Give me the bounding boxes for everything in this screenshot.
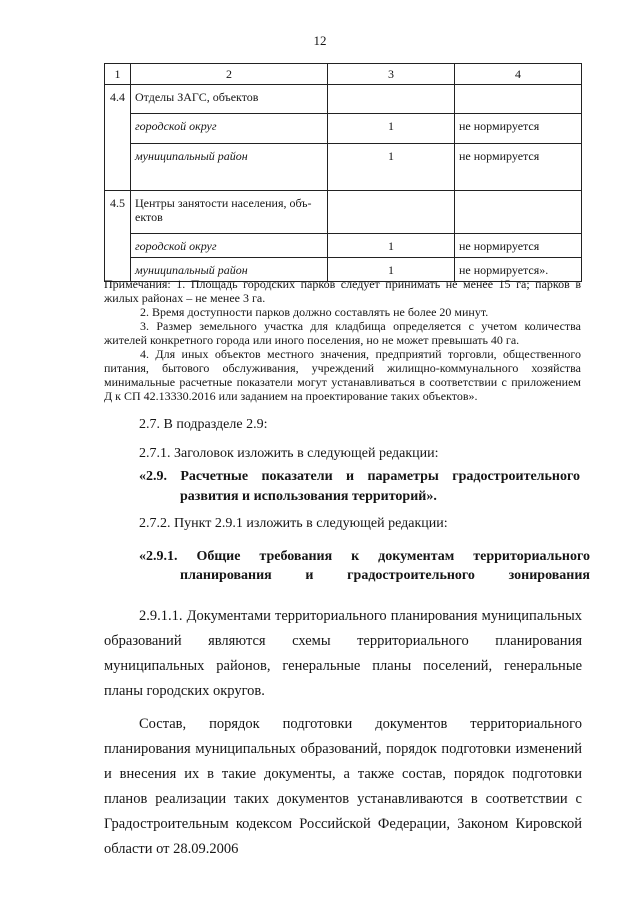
objects-table	[104, 63, 582, 282]
row-number: 4.4	[105, 85, 131, 191]
row-number: 4.5	[105, 191, 131, 282]
heading-2-9-1-line1: «2.9.1. Общие требования к документам территориального	[139, 549, 590, 564]
row-name: Отделы ЗАГС, объектов	[131, 85, 328, 114]
table-header-cell: 1	[105, 64, 131, 85]
note-item: Примечания: 1. Площадь городских парков следует принимать не менее 15 га; парков в жилых районах – не менее 3 га.	[104, 277, 581, 305]
row-name: муниципальный район	[131, 258, 328, 282]
row-note	[455, 85, 582, 114]
paragraph-2-9-1-1: 2.9.1.1. Документами территориального планирования муниципальных образований являются схемы территориального планирования муниципальных районов, генеральные планы поселений, генеральные планы городских округов.	[104, 608, 582, 699]
clause-2-7-2: 2.7.2. Пункт 2.9.1 изложить в следующей редакции:	[139, 516, 448, 531]
row-value: 1	[328, 234, 455, 258]
table-row	[105, 114, 582, 144]
table-header-cell: 3	[328, 64, 455, 85]
note-item: 4. Для иных объектов местного значения, предприятий торговли, общественного питания, бытового обслуживания, учреждений жилищно-коммунального хозяйства минимальные расчетные показатели могут устанавливаться в соответствии с приложением Д к СП 42.13330.2016 или заданием на проектирование таких объектов».	[104, 347, 581, 403]
clause-2-7: 2.7. В подразделе 2.9:	[139, 417, 268, 432]
table-row	[105, 234, 582, 258]
paragraph-composition: Состав, порядок подготовки документов территориального планирования муниципальных образований, порядок подготовки изменений и внесения их в такие документы, а также состав, порядок подготовки планов реализации таких документов устанавливаются в соответствии с Градостроительным кодексом Российской Федерации, Законом Кировской области от 28.09.2006	[104, 716, 582, 857]
note-item: 3. Размер земельного участка для кладбища определяется с учетом количества жителей конкретного города или иного поселения, но не может превышать 40 га.	[104, 319, 581, 347]
row-value	[328, 191, 455, 234]
table-notes	[104, 277, 581, 403]
row-note: не нормируется».	[455, 258, 582, 282]
row-note: не нормируется	[455, 234, 582, 258]
table-row	[105, 191, 582, 234]
heading-2-9-1-line2: планирования и градостроительного зонирования	[180, 568, 590, 583]
row-name: городской округ	[131, 114, 328, 144]
table-header-cell: 2	[131, 64, 328, 85]
heading-2-9-line1: «2.9. Расчетные показатели и параметры градостроительного	[139, 469, 580, 484]
table-header-row	[105, 64, 582, 85]
row-note: не нормируется	[455, 144, 582, 191]
row-value	[328, 85, 455, 114]
page-number: 12	[313, 33, 327, 48]
note-item: 2. Время доступности парков должно составлять не более 20 минут.	[140, 305, 489, 319]
row-note: не нормируется	[455, 114, 582, 144]
row-value: 1	[328, 114, 455, 144]
table-row	[105, 144, 582, 191]
row-value: 1	[328, 258, 455, 282]
row-value: 1	[328, 144, 455, 191]
table-row	[105, 85, 582, 114]
row-name: городской округ	[131, 234, 328, 258]
table-header-cell: 4	[455, 64, 582, 85]
clause-2-7-1: 2.7.1. Заголовок изложить в следующей редакции:	[139, 446, 439, 461]
row-name: Центры занятости населения, объ-ектов	[131, 191, 328, 234]
heading-2-9-line2: развития и использования территорий».	[180, 489, 437, 504]
row-note	[455, 191, 582, 234]
row-name: муниципальный район	[131, 144, 328, 191]
